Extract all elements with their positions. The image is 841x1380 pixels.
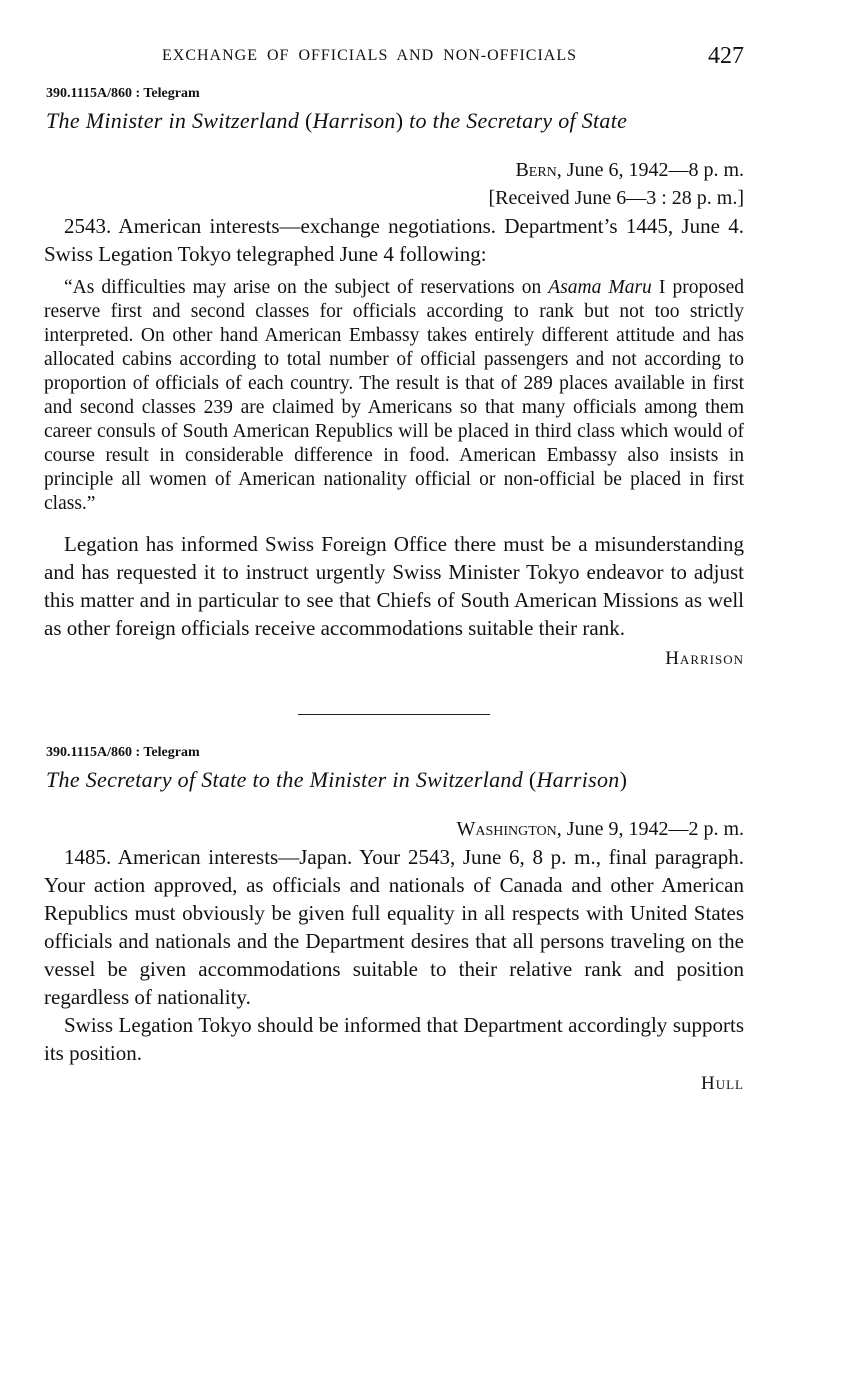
heading-name: Harrison [536, 767, 620, 792]
paragraph: 1485. American interests—Japan. Your 2543, June 6, 8 p. m., final paragraph. Your action approved, as officials and nationals of Canada and other American Republics must obviously be given full equality in all respects with United States officials and nationals and the Department desires that all persons traveling on the vessel be given accommodations suitable to their relative rank and position regardless of nationality. [44, 845, 744, 1009]
document-heading [46, 108, 744, 134]
paragraph: Swiss Legation Tokyo should be informed that Department accordingly supports its position. [44, 1013, 744, 1065]
heading-paren-open: ( [304, 108, 313, 133]
heading-name: Harrison [312, 108, 396, 133]
document-heading [46, 767, 744, 793]
ship-name: Asama Maru [548, 277, 652, 298]
paragraph: Legation has informed Swiss Foreign Office there must be a misunderstanding and has requested it to instruct urgently Swiss Minister Tokyo endeavor to adjust this matter and in particular to see that Chiefs of South American Missions as well as other foreign officials receive accommodations suitable their rank. [44, 532, 744, 640]
section-divider [298, 714, 490, 715]
heading-paren-close: ) [395, 108, 404, 133]
heading-paren-open: ( [528, 767, 537, 792]
heading-text: The Minister in Switzerland [46, 108, 305, 133]
dateline-place: Bern [515, 159, 557, 181]
running-title: EXCHANGE OF OFFICIALS AND NON-OFFICIALS [162, 47, 578, 64]
quote-text-continued: I proposed reserve first and second classes for officials according to rank but not too strictly interpreted. On other hand American Embassy takes entirely different attitude and has allocated cabins according to total number of official passengers and not according to proportion of officials of each country. The result is that of 289 places available in first and second classes 239 are claimed by Americans so that many officials among them career consuls of South American Republics will be placed in third class which would of course result in considerable difference in food. American Embassy also insists in principle all women of American nationality official or non-official be placed in first class.” [44, 277, 744, 514]
file-reference: 390.1115A/860 : Telegram [46, 745, 200, 760]
heading-text-end: to the Secretary of State [403, 108, 628, 133]
dateline-date: , June 9, 1942—2 p. m. [556, 818, 744, 840]
document-page [44, 40, 744, 1095]
heading-paren-close: ) [619, 767, 628, 792]
page-number: 427 [708, 43, 744, 69]
dateline [44, 156, 744, 184]
telegram-2 [44, 745, 744, 1095]
received-line: [Received June 6—3 : 28 p. m.] [488, 187, 744, 209]
dateline-place: Washington [456, 818, 557, 840]
dateline [44, 815, 744, 843]
running-head [44, 40, 744, 80]
signature: Harrison [665, 648, 744, 669]
paragraph: 2543. American interests—exchange negotiations. Department’s 1445, June 4. Swiss Legation Tokyo telegraphed June 4 following: [44, 214, 744, 266]
quoted-telegram [44, 276, 744, 516]
quote-text: “As difficulties may arise on the subject of reservations on [64, 277, 549, 298]
file-reference: 390.1115A/860 : Telegram [46, 86, 200, 101]
telegram-1 [44, 86, 744, 670]
signature: Hull [701, 1073, 744, 1094]
heading-text: The Secretary of State to the Minister in Switzerland [46, 767, 529, 792]
dateline-date: , June 6, 1942—8 p. m. [556, 159, 744, 181]
